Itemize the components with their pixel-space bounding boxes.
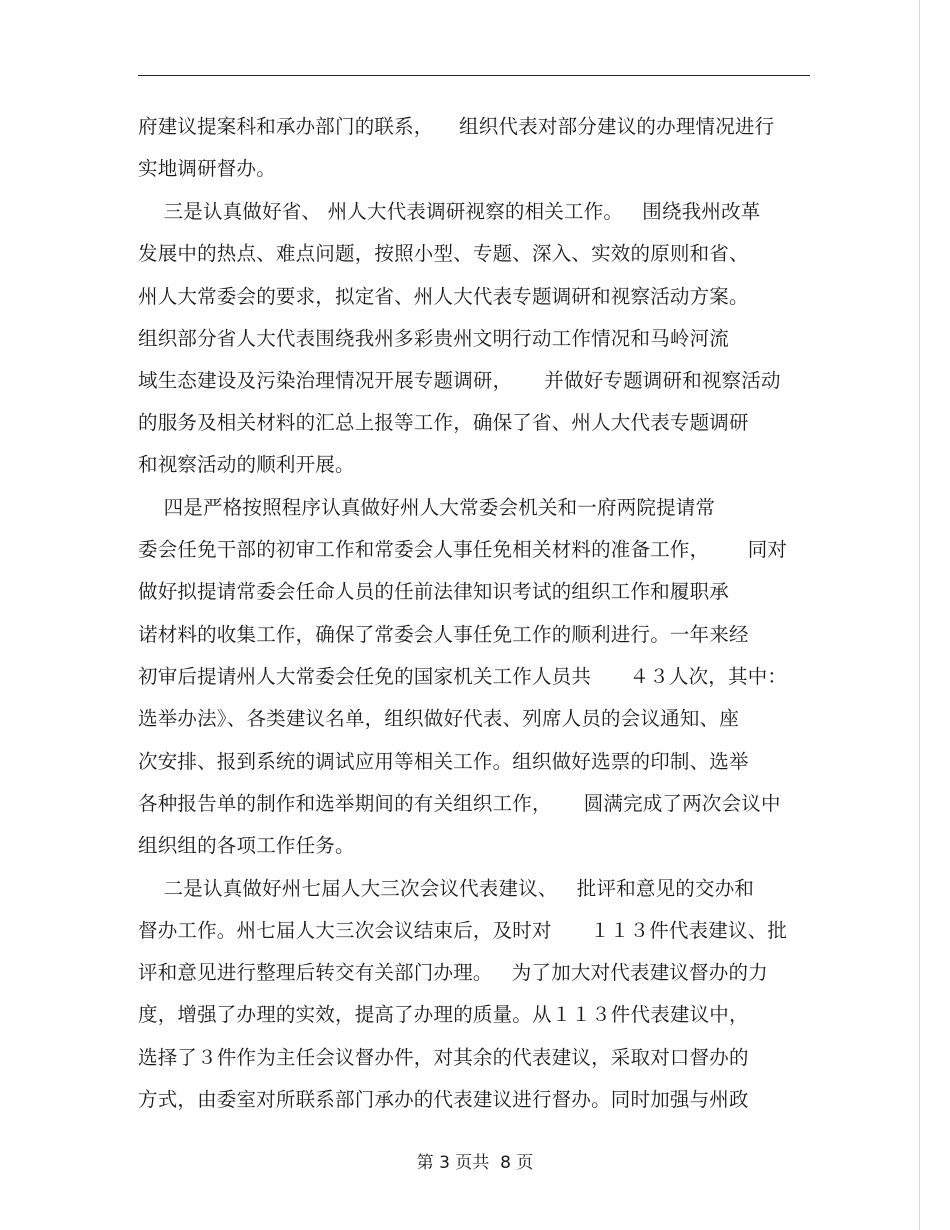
body-line: 方式，由委室对所联系部门承办的代表建议进行督办。同时加强与州政 (138, 1088, 749, 1111)
body-line: 府建议提案科和承办部门的联系， 组织代表对部分建议的办理情况进行 (138, 115, 775, 138)
body-line: 督办工作。州七届人大三次会议结束后，及时对 １１３件代表建议、批 (138, 919, 788, 942)
body-line: 委会任免干部的初审工作和常委会人事任免相关材料的准备工作， 同对 (138, 538, 788, 561)
body-line: 次安排、报到系统的调试应用等相关工作。组织做好选票的印制、选举 (138, 750, 749, 773)
body-line: 域生态建设及污染治理情况开展专题调研， 并做好专题调研和视察活动 (138, 369, 781, 392)
body-line: 度，增强了办理的实效，提高了办理的质量。从１１３件代表建议中， (138, 1003, 749, 1026)
page-number-footer: 第 3 页共 8 页 (416, 1153, 534, 1173)
body-line: 和视察活动的顺利开展。 (138, 453, 355, 476)
body-line: 各种报告单的制作和选举期间的有关组织工作， 圆满完成了两次会议中 (138, 792, 781, 815)
body-line: 诺材料的收集工作，确保了常委会人事任免工作的顺利进行。一年来经 (138, 623, 749, 646)
header-rule (138, 75, 810, 76)
body-line: 做好拟提请常委会任命人员的任前法律知识考试的组织工作和履职承 (138, 580, 730, 603)
body-line: 的服务及相关材料的汇总上报等工作，确保了省、州人大代表专题调研 (138, 411, 749, 434)
body-line: 评和意见进行整理后转交有关部门办理。 为了加大对代表建议督办的力 (138, 961, 768, 984)
body-line: 初审后提请州人大常委会任免的国家机关工作人员共 ４３人次，其中： (138, 665, 788, 688)
body-line: 实地调研督办。 (138, 157, 276, 180)
body-line: 州人大常委会的要求，拟定省、州人大代表专题调研和视察活动方案。 (138, 285, 749, 308)
body-line: 组织部分省人大代表围绕我州多彩贵州文明行动工作情况和马岭河流 (138, 327, 730, 350)
body-line: 选择了３件作为主任会议督办件，对其余的代表建议，采取对口督办的 (138, 1046, 749, 1069)
body-line: 四是严格按照程序认真做好州人大常委会机关和一府两院提请常 (138, 496, 716, 519)
body-line: 选举办法》、各类建议名单，组织做好代表、列席人员的会议通知、座 (138, 707, 739, 730)
body-line: 二是认真做好州七届人大三次会议代表建议、 批评和意见的交办和 (138, 877, 755, 900)
body-line: 三是认真做好省、 州人大代表调研视察的相关工作。 围绕我州改革 (138, 200, 761, 223)
page-edge-divider (919, 0, 920, 1230)
body-line: 发展中的热点、难点问题，按照小型、专题、深入、实效的原则和省、 (138, 242, 749, 265)
body-line: 组织组的各项工作任务。 (138, 834, 355, 857)
